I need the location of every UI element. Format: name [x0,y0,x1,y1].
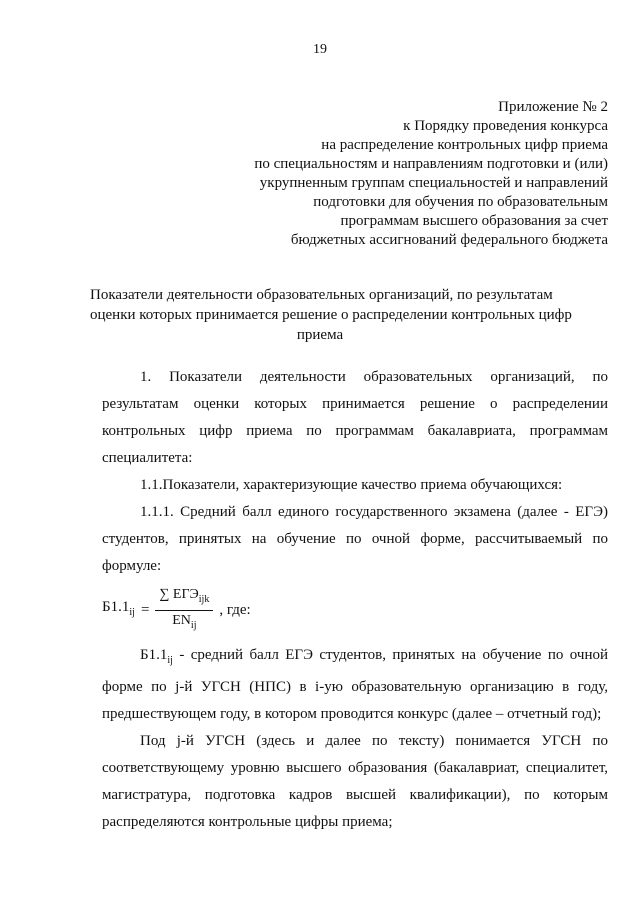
text-line: Под j-й УГСН (здесь и далее по тексту) понимается УГСН по [140,733,608,749]
text-line: студентов, принятых на обучение по очной форме, рассчитываемый по [102,531,608,547]
text-line: 1. Показатели деятельности образовательных организаций, по [140,369,608,385]
formula-lhs: $Б1.1_{ij}$ [102,599,135,618]
text-line: контрольных цифр приема по программам бакалавриата, программам [102,423,608,439]
definition-paragraph [102,642,608,728]
title-line: Показатели деятельности образовательных организаций, по результатам [90,287,553,303]
text-line: распределяются контрольные цифры приема; [102,814,393,830]
text-line: 1.1.1. Средний балл единого государственного экзамена (далее - ЕГЭ) [140,504,608,520]
document-title [90,285,572,345]
appendix-line: на распределение контрольных цифр приема [321,137,608,153]
appendix-line: программам высшего образования за счет [340,213,608,229]
appendix-line: по специальностям и направлениям подготовки и (или) [254,156,608,172]
text-line: формуле: [102,558,162,574]
text-line: $Б1.1_{ij}$ - средний балл ЕГЭ студентов, принятых на обучение по очной [140,647,608,666]
text-line: результатам оценки которых принимается решение о распределении [102,396,608,412]
text-line: предшествующем году, в котором проводится конкурс (далее – отчетный год); [102,706,602,722]
text-line: 1.1.Показатели, характеризующие качество приема обучающихся: [140,477,563,493]
section-1-1-heading [102,472,608,499]
formula-fraction [155,586,213,635]
appendix-line: укрупненным группам специальностей и направлений [259,175,608,191]
fraction-numerator: ∑ $ЕГЭ_{ijk}$ [155,586,213,611]
appendix-line: Приложение № 2 [498,99,608,115]
formula [102,582,608,638]
title-line: оценки которых принимается решение о распределении контрольных цифр [90,307,572,323]
appendix-line: к Порядку проведения конкурса [403,118,608,134]
document-body [102,364,608,836]
section-1-1-1-paragraph [102,499,608,580]
formula-equals: = [140,601,150,618]
appendix-line: бюджетных ассигнований федерального бюджета [290,232,608,248]
ugsn-definition-paragraph [102,728,608,836]
section-1-paragraph [102,364,608,472]
appendix-line: подготовки для обучения по образовательным [313,194,608,210]
text-line: магистратура, подготовка кадров высшей квалификации), по которым [102,787,608,803]
text-line: специалитета: [102,450,193,466]
fraction-denominator: $EN_{ij}$ [172,612,197,631]
title-line: приема [296,327,344,343]
page-number: 19 [313,42,327,57]
appendix-header [188,98,608,250]
text-line: форме по j-й УГСН (НПС) в i-ую образовательную организацию в году, [102,679,608,695]
text-line: соответствующему уровню высшего образования (бакалавриат, специалитет, [102,760,608,776]
formula-tail: , где: [219,601,251,618]
